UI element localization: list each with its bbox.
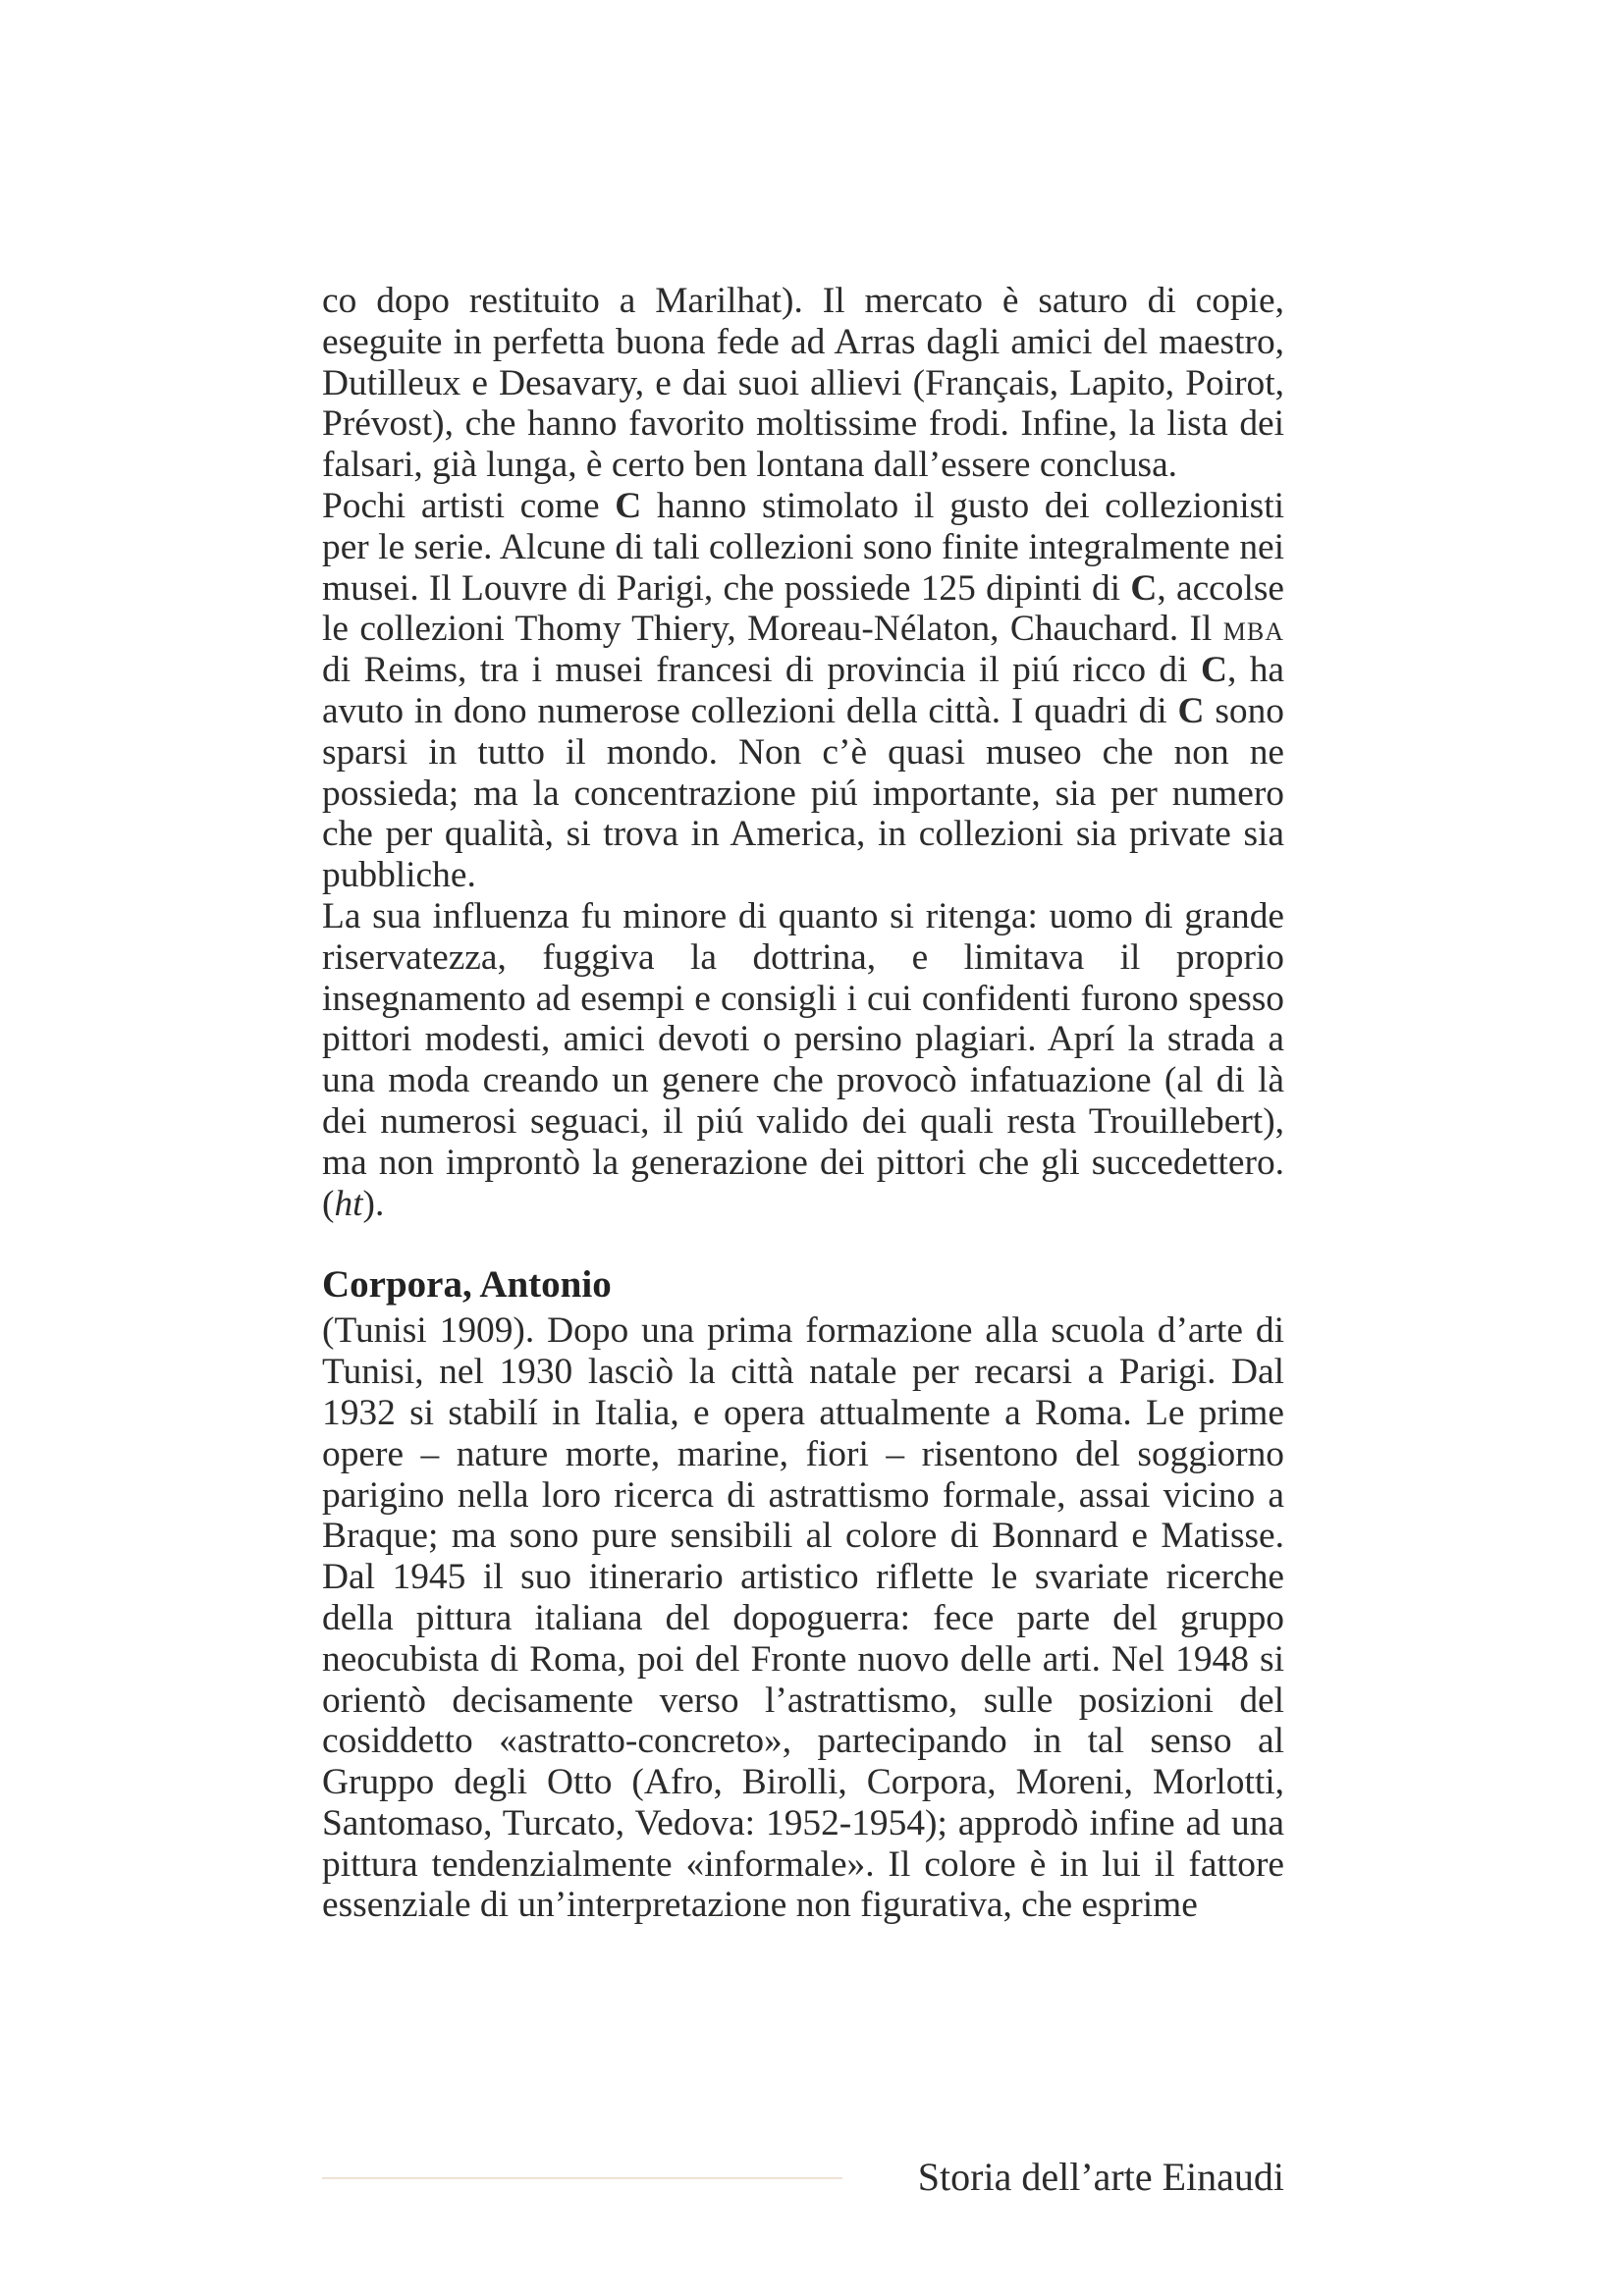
footer-rule [322, 2177, 842, 2179]
text-run: sono sparsi in tutto il mondo. Non c’è quasi museo che non ne possieda; ma la concentrazione piú importante, sia per numero che per qualità, si trova in America, in collezioni sia private sia pubbliche. [322, 690, 1284, 896]
abbrev-c: C [615, 485, 642, 526]
paragraph-collections [322, 486, 1284, 896]
text-run: La sua influenza fu minore di quanto si ritenga: uomo di grande riservatezza, fuggiva la dottrina, e limitava il proprio insegnamento ad esempi e consigli i cui confidenti furono spesso pittori modesti, amici devoti o persino plagiari. Aprí la strada a una moda creando un genere che provocò infatuazione (al di là dei numerosi seguaci, il piú valido dei quali resta Trouillebert), ma non improntò la generazione dei pittori che gli succedettero. ( [322, 895, 1284, 1224]
text-run: di Reims, tra i musei francesi di provincia il piú ricco di [322, 650, 1201, 691]
abbrev-c: C [1200, 650, 1227, 691]
text-run: ). [362, 1183, 385, 1224]
abbrev-mba: mba [1222, 609, 1284, 650]
text-column [322, 281, 1284, 1926]
paragraph-influence [322, 896, 1284, 1224]
entry-heading: Corpora, Antonio [322, 1263, 612, 1307]
abbrev-c: C [1130, 567, 1158, 609]
text-run: Pochi artisti come [322, 485, 616, 526]
text-run: , ha avuto in dono numerose collezioni della città. I quadri di [322, 650, 1284, 731]
paragraph-text: co dopo restituito a Marilhat). Il mercato è saturo di copie, eseguite in perfetta buona fede ad Arras dagli amici del maestro, Dutilleux e Desavary, e dai suoi allievi (Français, Lapito, Poirot, Prévost), che hanno favorito moltissime frodi. Infine, la lista dei falsari, già lunga, è certo ben lontana dall’essere conclusa. [322, 281, 1284, 486]
entry-body-text: (Tunisi 1909). Dopo una prima formazione alla scuola d’arte di Tunisi, nel 1930 lasciò la città natale per recarsi a Parigi. Dal 1932 si stabilí in Italia, e opera attualmente a Roma. Le prime opere – nature morte, marine, fiori – risentono del soggiorno parigino nella loro ricerca di astrattismo formale, assai vicino a Braque; ma sono pure sensibili al colore di Bonnard e Matisse. Dal 1945 il suo itinerario artistico riflette le svariate ricerche della pittura italiana del dopoguerra: fece parte del gruppo neocubista di Roma, poi del Fronte nuovo delle arti. Nel 1948 si orientò decisamente verso l’astrattismo, sulle posizioni del cosiddetto «astratto-concreto», partecipando in tal senso al Gruppo degli Otto (Afro, Birolli, Corpora, Moreni, Morlotti, Santomaso, Turcato, Vedova: 1952-1954); approdò infine ad una pittura tendenzialmente «informale». Il colore è in lui il fattore essenziale di un’interpretazione non figurativa, che esprime [322, 1310, 1284, 1926]
paragraph-continuation [322, 281, 1284, 486]
footer-title: Storia dell’arte Einaudi [917, 2155, 1284, 2199]
entry-body [322, 1310, 1284, 1926]
text-run: , accolse le collezioni Thomy Thiery, Moreau-Nélaton, Chauchard. Il [322, 567, 1284, 650]
author-initials: ht [334, 1183, 363, 1224]
abbrev-c: C [1177, 690, 1205, 731]
text-run: hanno stimolato il gusto dei collezionisti per le serie. Alcune di tali collezioni sono finite integralmente nei musei. Il Louvre di Parigi, che possiede 125 dipinti di [322, 485, 1284, 609]
